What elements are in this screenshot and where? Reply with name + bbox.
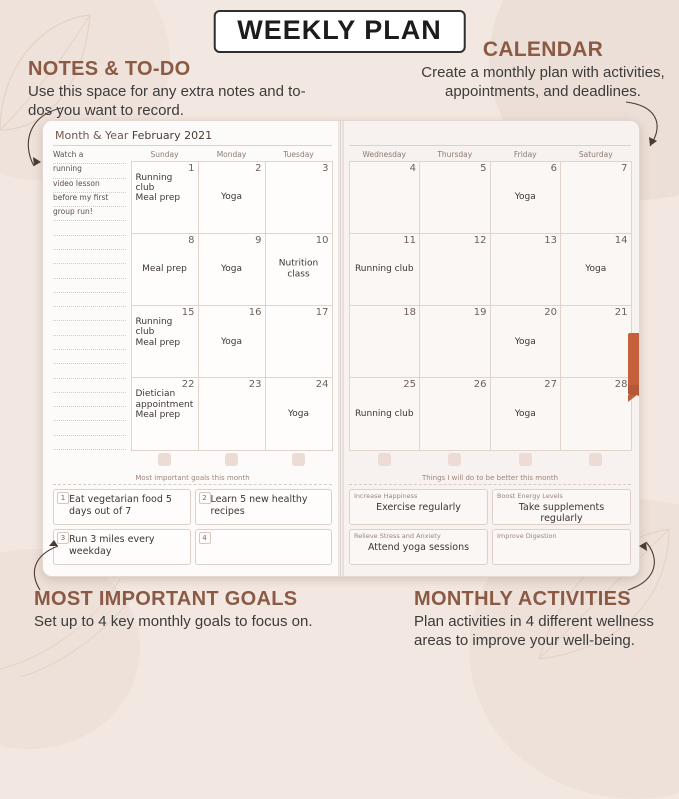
goal-box[interactable] xyxy=(195,529,333,565)
day-event-text[interactable]: Nutrition class xyxy=(278,259,319,280)
day-event-text[interactable]: Yoga xyxy=(220,336,243,347)
color-swatch-row-right xyxy=(349,450,631,466)
activities-divider xyxy=(349,484,631,485)
day-number: 14 xyxy=(614,234,628,246)
swatch-cell[interactable] xyxy=(198,453,265,466)
page-title-text: WEEKLY PLAN xyxy=(237,15,442,45)
goal-text[interactable]: Run 3 miles every weekday xyxy=(69,534,155,557)
goal-index: 4 xyxy=(199,532,211,544)
week-row xyxy=(349,233,631,305)
swatch-cell[interactable] xyxy=(349,453,420,466)
calendar-day-cell[interactable] xyxy=(490,161,562,234)
day-number: 12 xyxy=(473,234,487,246)
calendar-day-cell[interactable] xyxy=(349,377,421,450)
day-number: 9 xyxy=(255,234,262,246)
callout-activities xyxy=(414,588,676,651)
day-number: 27 xyxy=(544,379,557,391)
calendar-day-cell[interactable] xyxy=(131,377,199,450)
note-line[interactable] xyxy=(53,407,126,421)
week-rows-right xyxy=(349,161,631,450)
day-number: 24 xyxy=(315,379,329,391)
note-line[interactable] xyxy=(53,364,126,378)
callout-notes xyxy=(28,58,328,121)
page-title xyxy=(213,10,466,53)
day-number: 1 xyxy=(188,162,195,174)
notes-lines[interactable] xyxy=(53,150,126,450)
day-number: 20 xyxy=(544,307,557,318)
calendar-day-cell[interactable] xyxy=(265,305,333,378)
activity-box[interactable] xyxy=(349,489,488,525)
day-number: 28 xyxy=(614,379,628,391)
day-event-text[interactable]: Running club Meal prep xyxy=(135,172,181,204)
swatch-cell[interactable] xyxy=(490,453,561,466)
activity-text[interactable]: Take supplements regularly xyxy=(518,502,605,525)
week-rows-left xyxy=(131,161,332,450)
month-year-field[interactable] xyxy=(55,129,332,142)
week-row xyxy=(131,161,332,233)
callout-notes-heading: NOTES & TO-DO xyxy=(28,58,191,80)
swatch-cell[interactable] xyxy=(561,453,632,466)
month-year-value: February 2021 xyxy=(131,129,213,142)
color-swatch[interactable] xyxy=(519,453,532,466)
activity-label: Relieve Stress and Anxiety xyxy=(354,532,441,540)
note-line[interactable] xyxy=(53,436,126,450)
note-line[interactable] xyxy=(53,250,126,264)
planner-spread xyxy=(42,120,640,577)
goal-index: 1 xyxy=(57,492,69,504)
header-divider xyxy=(349,145,631,146)
notes-column xyxy=(53,150,131,450)
weekday-label: Wednesday xyxy=(362,150,406,159)
color-swatch[interactable] xyxy=(589,453,602,466)
day-number: 8 xyxy=(188,234,195,246)
month-year-label: Month & Year xyxy=(55,129,129,142)
weekday-header-row-left xyxy=(131,150,332,161)
calendar-day-cell[interactable] xyxy=(265,233,333,306)
activities-section-heading: Things I will do to be better this month xyxy=(421,474,559,482)
note-line[interactable]: group run! xyxy=(53,207,126,221)
day-event-text[interactable]: Running club Meal prep xyxy=(135,317,181,348)
callout-arrow xyxy=(610,536,664,594)
callout-activities-heading: MONTHLY ACTIVITIES xyxy=(414,588,631,610)
swatch-cell[interactable] xyxy=(420,453,491,466)
calendar-grid-left xyxy=(131,150,332,450)
calendar-day-cell[interactable] xyxy=(349,305,421,378)
calendar-day-cell[interactable] xyxy=(490,377,562,450)
calendar-day-cell[interactable] xyxy=(198,377,266,450)
note-line[interactable] xyxy=(53,393,126,407)
calendar-day-cell[interactable] xyxy=(560,305,632,378)
color-swatch[interactable] xyxy=(292,453,305,466)
callout-goals-heading: MOST IMPORTANT GOALS xyxy=(34,588,298,610)
swatch-cell[interactable] xyxy=(265,453,332,466)
activity-label: Boost Energy Levels xyxy=(497,492,563,500)
activity-box[interactable] xyxy=(492,489,631,525)
weekday-label: Friday xyxy=(513,150,537,159)
activity-text[interactable]: Exercise regularly xyxy=(376,502,461,513)
note-line[interactable] xyxy=(53,236,126,250)
day-number: 10 xyxy=(315,234,329,246)
week-row xyxy=(349,378,631,450)
note-line[interactable]: before my first xyxy=(53,193,126,207)
day-event-text[interactable]: Yoga xyxy=(585,264,607,275)
weekday-label: Monday xyxy=(216,150,247,159)
week-row xyxy=(131,233,332,305)
color-swatch[interactable] xyxy=(378,453,391,466)
day-number: 7 xyxy=(621,162,628,174)
day-event-text[interactable]: Running club xyxy=(354,408,414,419)
calendar-day-cell[interactable] xyxy=(198,233,266,306)
callout-calendar-text: Create a monthly plan with activities, appointments, and deadlines. xyxy=(421,64,665,100)
note-line[interactable] xyxy=(53,421,126,435)
goals-section-heading: Most important goals this month xyxy=(135,474,250,482)
day-number: 25 xyxy=(403,379,416,391)
callout-calendar-heading: CALENDAR xyxy=(482,38,604,61)
calendar-day-cell[interactable] xyxy=(419,305,491,378)
calendar-day-cell[interactable] xyxy=(560,233,632,306)
calendar-day-cell[interactable] xyxy=(349,161,421,234)
note-line[interactable]: running xyxy=(53,164,126,178)
week-row xyxy=(131,378,332,450)
calendar-day-cell[interactable] xyxy=(131,233,199,306)
activity-label: Improve Digestion xyxy=(497,532,557,540)
calendar-day-cell[interactable] xyxy=(419,161,491,234)
calendar-grid-right xyxy=(349,150,631,450)
goal-text[interactable]: Eat vegetarian food 5 days out of 7 xyxy=(69,494,172,517)
day-number: 16 xyxy=(248,307,262,318)
day-number: 19 xyxy=(473,307,487,318)
day-event-text[interactable]: Running club xyxy=(354,264,414,275)
goal-index: 3 xyxy=(57,532,69,544)
day-number: 5 xyxy=(480,162,487,174)
note-line[interactable]: video lesson xyxy=(53,179,126,193)
color-swatch[interactable] xyxy=(448,453,461,466)
day-event-text[interactable]: Yoga xyxy=(220,191,243,202)
color-swatch[interactable] xyxy=(158,453,171,466)
calendar-day-cell[interactable] xyxy=(419,233,491,306)
calendar-day-cell[interactable] xyxy=(419,377,491,450)
right-page-body xyxy=(349,150,631,450)
calendar-day-cell[interactable] xyxy=(490,305,562,378)
calendar-day-cell[interactable] xyxy=(265,377,333,450)
goal-index: 2 xyxy=(199,492,211,504)
note-line[interactable]: Watch a xyxy=(53,150,126,164)
day-number: 18 xyxy=(403,307,416,318)
color-swatch[interactable] xyxy=(225,453,238,466)
activity-text[interactable]: Attend yoga sessions xyxy=(367,542,470,553)
weekday-label: Saturday xyxy=(578,150,613,159)
day-event-text[interactable]: Dietician appointment Meal prep xyxy=(135,389,194,420)
callout-goals xyxy=(34,588,334,632)
planner-left-page xyxy=(43,121,341,576)
weekday-label: Sunday xyxy=(150,150,179,159)
activities-grid xyxy=(349,489,631,565)
callout-goals-text: Set up to 4 key monthly goals to focus on. xyxy=(34,613,313,630)
note-line[interactable] xyxy=(53,321,126,335)
note-line[interactable] xyxy=(53,221,126,235)
note-line[interactable] xyxy=(53,264,126,278)
planner-right-page xyxy=(341,121,639,576)
day-event-text[interactable]: Yoga xyxy=(514,408,536,419)
goal-box[interactable] xyxy=(195,489,333,525)
day-number: 6 xyxy=(550,162,557,174)
calendar-day-cell[interactable] xyxy=(349,233,421,306)
note-line[interactable] xyxy=(53,350,126,364)
day-event-text[interactable]: Meal prep xyxy=(142,264,187,275)
note-line[interactable] xyxy=(53,279,126,293)
day-event-text[interactable]: Yoga xyxy=(514,191,536,202)
day-number: 2 xyxy=(255,162,262,174)
goal-text[interactable]: Learn 5 new healthy recipes xyxy=(210,494,308,517)
day-number: 11 xyxy=(403,234,416,246)
callout-activities-text: Plan activities in 4 different wellness areas to improve your well-being. xyxy=(414,613,654,649)
left-page-body xyxy=(53,150,332,450)
swatch-spacer xyxy=(53,453,131,466)
calendar-day-cell[interactable] xyxy=(131,161,199,234)
note-line[interactable] xyxy=(53,293,126,307)
day-number: 26 xyxy=(473,379,487,391)
week-row xyxy=(349,306,631,378)
swatch-cell[interactable] xyxy=(131,453,198,466)
activity-label: Increase Happiness xyxy=(354,492,418,500)
weekday-label: Thursday xyxy=(437,150,473,159)
calendar-day-cell[interactable] xyxy=(560,161,632,234)
day-number: 13 xyxy=(544,234,557,246)
week-row xyxy=(349,161,631,233)
calendar-day-cell[interactable] xyxy=(198,305,266,378)
weekday-header-row-right xyxy=(349,150,631,161)
callout-notes-text: Use this space for any extra notes and to-dos you want to record. xyxy=(28,83,306,119)
week-row xyxy=(131,306,332,378)
day-event-text[interactable]: Yoga xyxy=(287,408,310,419)
day-number: 3 xyxy=(322,162,329,174)
callout-arrow xyxy=(612,96,670,154)
day-number: 17 xyxy=(315,307,329,318)
day-event-text[interactable]: Yoga xyxy=(514,336,536,347)
day-event-text[interactable]: Yoga xyxy=(220,264,243,275)
note-line[interactable] xyxy=(53,336,126,350)
goals-grid xyxy=(53,489,332,565)
header-divider xyxy=(53,145,332,146)
note-line[interactable] xyxy=(53,379,126,393)
day-number: 22 xyxy=(181,379,195,391)
calendar-day-cell[interactable] xyxy=(265,161,333,234)
day-number: 21 xyxy=(614,307,628,318)
calendar-day-cell[interactable] xyxy=(131,305,199,378)
note-line[interactable] xyxy=(53,307,126,321)
color-swatch-row-left xyxy=(53,450,332,466)
bookmark-ribbon xyxy=(628,333,640,395)
calendar-day-cell[interactable] xyxy=(198,161,266,234)
goals-divider xyxy=(53,484,332,485)
weekday-label: Tuesday xyxy=(283,150,314,159)
activity-box[interactable] xyxy=(349,529,488,565)
goal-box[interactable] xyxy=(53,489,191,525)
calendar-day-cell[interactable] xyxy=(490,233,562,306)
day-number: 15 xyxy=(181,307,195,318)
day-number: 4 xyxy=(409,162,416,174)
day-number: 23 xyxy=(248,379,262,391)
calendar-day-cell[interactable] xyxy=(560,377,632,450)
